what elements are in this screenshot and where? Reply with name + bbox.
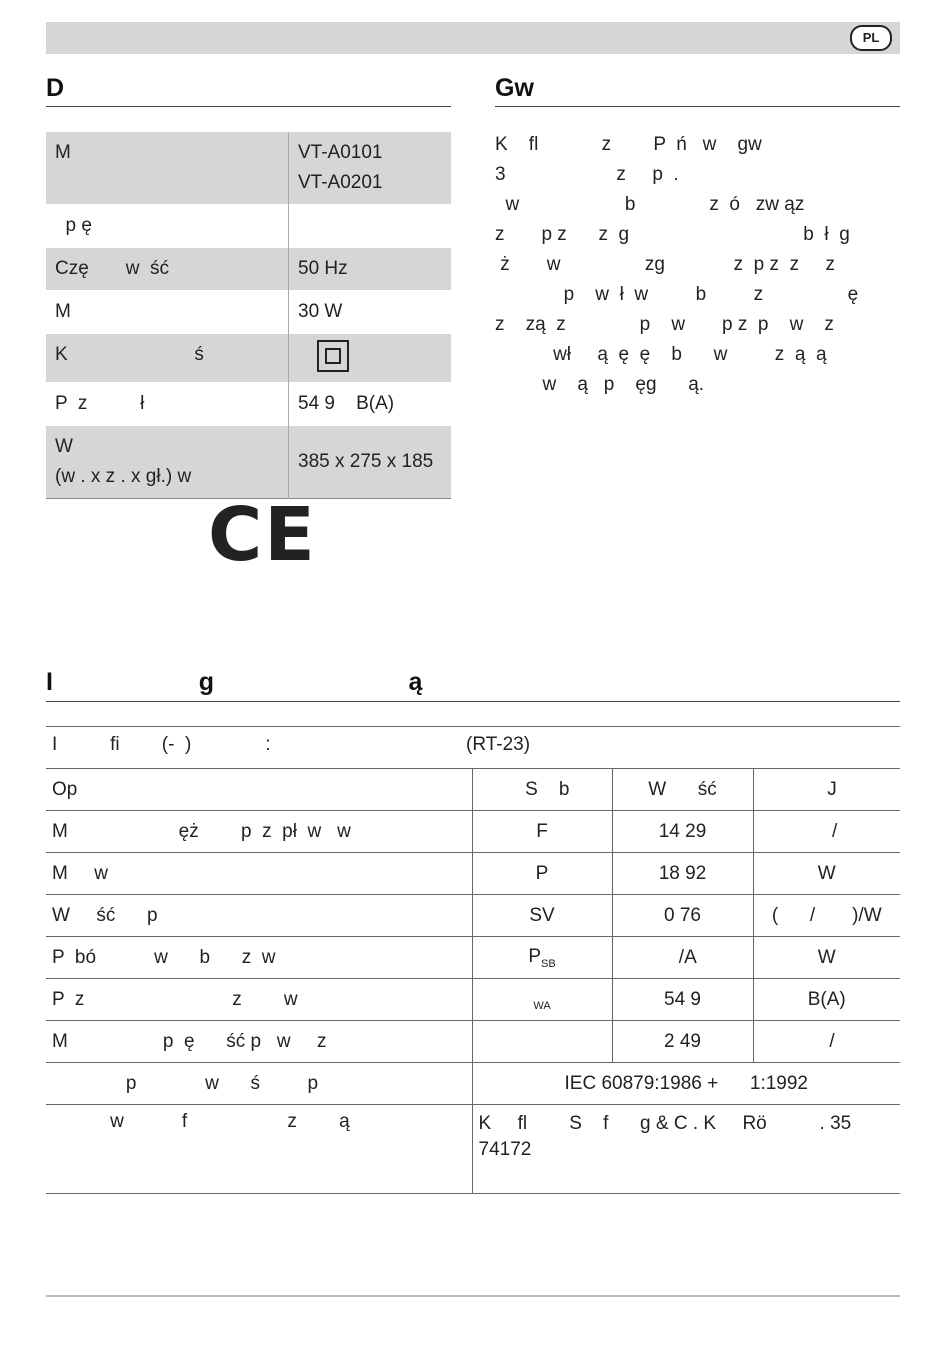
technical-data-table	[46, 132, 451, 499]
value-cell: /A	[612, 937, 753, 979]
manufacturer-value-cell: K fl S f g & C . K Rö . 35 74172	[472, 1105, 900, 1194]
spec-label: p ę	[46, 205, 289, 248]
table-row	[46, 895, 900, 937]
symbol-cell: SV	[472, 895, 612, 937]
description-cell: M w	[46, 853, 472, 895]
unit-cell: W	[753, 853, 900, 895]
technical-data-rule	[46, 106, 451, 107]
header-cell: J	[753, 769, 900, 811]
symbol-cell	[472, 979, 612, 1021]
guarantee-rule	[495, 106, 900, 107]
protection-class-2-icon	[317, 340, 349, 372]
table-row	[46, 979, 900, 1021]
description-cell: W ść p	[46, 895, 472, 937]
model-identifier-value: (RT-23)	[466, 734, 531, 755]
unit-cell: B(A)	[753, 979, 900, 1021]
spec-label: Czę w ść	[46, 248, 289, 291]
table-row	[46, 937, 900, 979]
bottom-rule	[46, 1295, 900, 1297]
spec-value: 54 9 B(A)	[298, 393, 395, 414]
table-row	[46, 853, 900, 895]
header-cell: W ść	[612, 769, 753, 811]
value-cell: 14 29	[612, 811, 753, 853]
header-cell: Op	[46, 769, 472, 811]
language-badge: PL	[850, 25, 892, 51]
spec-label: M	[46, 291, 289, 334]
technical-data-title: D	[46, 74, 65, 102]
description-cell: M p ę ść p w z	[46, 1021, 472, 1063]
table-row	[46, 248, 451, 291]
spec-value: 30 W	[298, 301, 343, 322]
eco-section-title: I g ą	[46, 668, 423, 696]
guarantee-text: K fl z P ń w gw 3 z p . w b z ó zw ąz z p z z g b ł g ż w zg z p z z z p w ł w b z ę z zą z p w p z p w z wł ą ę ę b w z ą ą w ą p ęg ą.	[495, 134, 859, 395]
table-row	[46, 1105, 900, 1194]
symbol-cell	[472, 1021, 612, 1063]
model-identifier-label: I fi (- ) :	[52, 734, 271, 755]
model-identifier-row	[46, 726, 900, 768]
symbol-cell: P	[472, 853, 612, 895]
symbol-cell: F	[472, 811, 612, 853]
table-row	[46, 426, 451, 499]
eco-table	[46, 768, 900, 1194]
spec-value	[289, 205, 452, 248]
table-row	[46, 205, 451, 248]
table-row	[46, 1063, 900, 1105]
description-cell: P z z w	[46, 979, 472, 1021]
eco-section-rule	[46, 701, 900, 702]
value-cell: 54 9	[612, 979, 753, 1021]
symbol-subscript: WA	[533, 999, 551, 1012]
norm-value-cell: IEC 60879:1986 + 1:1992	[472, 1063, 900, 1105]
unit-cell: /	[753, 1021, 900, 1063]
spec-label: K ś	[46, 334, 289, 383]
description-cell: M ęż p z pł w w	[46, 811, 472, 853]
top-bar	[46, 22, 900, 54]
table-row	[46, 383, 451, 426]
table-row	[46, 334, 451, 383]
guarantee-title: Gw	[495, 74, 534, 102]
table-row	[46, 291, 451, 334]
unit-cell: W	[753, 937, 900, 979]
header-cell: S b	[472, 769, 612, 811]
value-cell: 0 76	[612, 895, 753, 937]
unit-cell: ( / )/W	[753, 895, 900, 937]
spec-label: M	[46, 132, 289, 205]
description-cell: P bó w b z w	[46, 937, 472, 979]
spec-label: P z ł	[46, 383, 289, 426]
unit-cell: /	[753, 811, 900, 853]
spec-value: 385 x 275 x 185	[289, 426, 452, 499]
table-row	[46, 811, 900, 853]
symbol-subscript: SB	[541, 957, 556, 970]
spec-label: W (w . x z . x gł.) w	[46, 426, 289, 499]
table-row	[46, 132, 451, 205]
value-cell: 2 49	[612, 1021, 753, 1063]
manufacturer-label-cell: w f z ą	[46, 1105, 472, 1194]
spec-value: 50 Hz	[289, 248, 452, 291]
spec-value	[289, 334, 452, 383]
norm-label-cell: p w ś p	[46, 1063, 472, 1105]
table-row	[46, 1021, 900, 1063]
ce-mark: CE	[208, 492, 317, 578]
value-cell: 18 92	[612, 853, 753, 895]
symbol-main: P	[528, 945, 541, 967]
table-header-row	[46, 769, 900, 811]
symbol-cell	[472, 937, 612, 979]
spec-value-model: VT-A0101 VT-A0201	[289, 132, 452, 205]
